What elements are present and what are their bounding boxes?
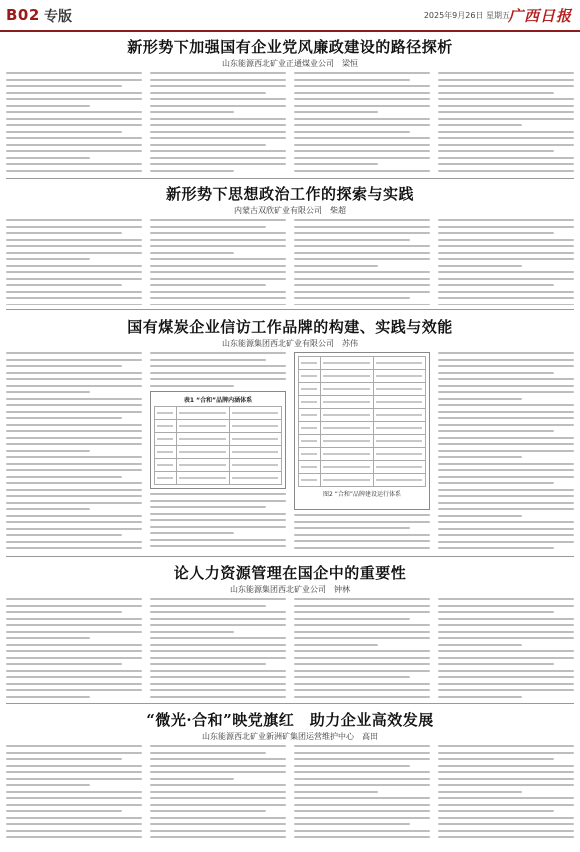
article-1-byline: 山东能源西北矿业正通煤业公司 梁恒: [222, 59, 358, 68]
article-4-title: 论人力资源管理在国企中的重要性: [173, 564, 407, 582]
article-2-col: [150, 219, 286, 305]
article-5-col: [438, 745, 574, 845]
article-5-col: [6, 745, 142, 845]
article-3-col: [294, 352, 430, 552]
article-divider: [6, 556, 574, 557]
article-4-body: [6, 598, 574, 700]
newspaper-logo: 广西日报: [507, 7, 572, 25]
article-4-byline: 山东能源集团西北矿业公司 钟林: [230, 585, 350, 594]
article-2-byline: 内蒙古双欣矿业有限公司 柴超: [234, 206, 346, 215]
article-5-col: [150, 745, 286, 845]
table-title: 表1 “合和”品牌内涵体系: [183, 397, 253, 404]
section-name: 专版: [44, 9, 72, 25]
diagram-caption: 图2 “合和”品牌建设运行体系: [323, 491, 401, 498]
diagram-grid: [298, 356, 426, 487]
article-1-body: [6, 72, 574, 174]
dateline: [424, 10, 510, 21]
table-grid: [154, 406, 282, 485]
article-5-title: “微光·合和”映党旗红 助力企业高效发展: [146, 711, 434, 729]
article-3-col: [6, 352, 142, 552]
article-2-col: [294, 219, 430, 305]
article-5-col: [294, 745, 430, 845]
article-1-col: [150, 72, 286, 174]
article-4-col: [438, 598, 574, 700]
article-divider: [6, 309, 574, 310]
masthead: [0, 0, 580, 32]
article-3-body: [6, 352, 574, 552]
article-2-col: [6, 219, 142, 305]
weekday: 星期五: [486, 11, 510, 20]
article-3-byline: 山东能源集团西北矿业有限公司 苏伟: [222, 339, 358, 348]
article-1-col: [294, 72, 430, 174]
article-4-col: [294, 598, 430, 700]
article-2-title: 新形势下思想政治工作的探索与实践: [165, 185, 414, 203]
article-3-col: [438, 352, 574, 552]
article-3-col: [150, 352, 286, 552]
article-4-col: [150, 598, 286, 700]
article-5-byline: 山东能源西北矿业新洲矿集团运营维护中心 高田: [202, 732, 378, 741]
article-divider: [6, 178, 574, 179]
article-1-title: 新形势下加强国有企业党风廉政建设的路径探析: [127, 38, 453, 56]
article-3-title: 国有煤炭企业信访工作品牌的构建、实践与效能: [127, 318, 453, 336]
article-1-col: [6, 72, 142, 174]
page-code: B02: [6, 6, 40, 24]
diagram-box: [294, 352, 430, 510]
article-divider: [6, 703, 574, 704]
article-2-col: [438, 219, 574, 305]
article-5-body: [6, 745, 574, 845]
data-table: [150, 391, 286, 489]
article-1-col: [438, 72, 574, 174]
article-2-body: [6, 219, 574, 305]
article-4-col: [6, 598, 142, 700]
date: 2025年9月26日: [423, 11, 484, 20]
